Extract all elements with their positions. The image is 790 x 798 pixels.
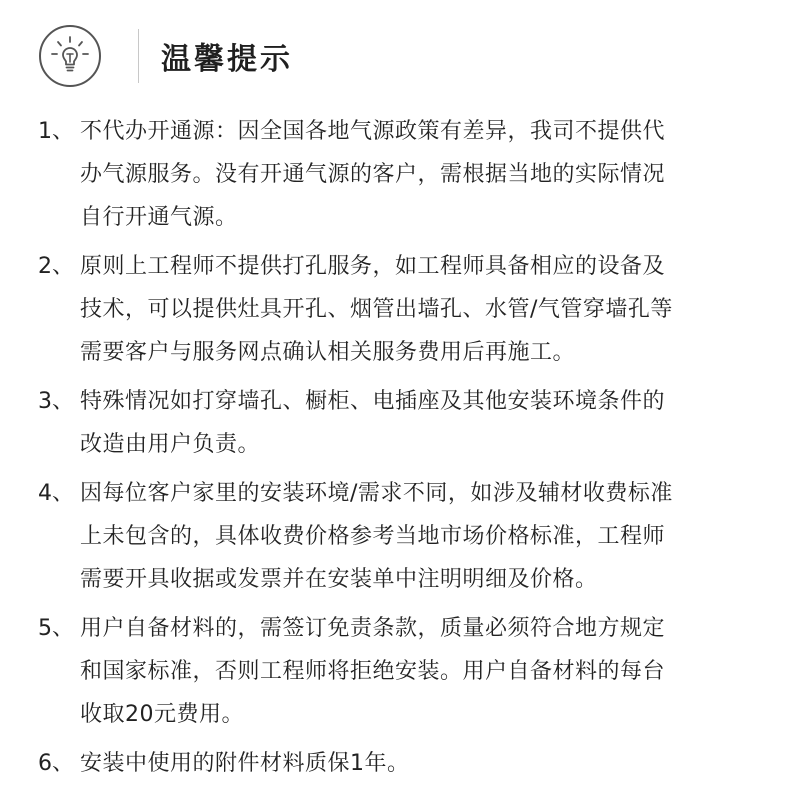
notes-list: [38, 110, 750, 791]
note-text: [80, 380, 750, 466]
note-line: 改造由用户负责。: [80, 432, 261, 457]
note-text: [80, 742, 750, 785]
note-line: 因每位客户家里的安装环境/需求不同，如涉及辅材收费标准: [80, 481, 673, 506]
note-text: [80, 110, 750, 239]
tips-header: [38, 26, 293, 86]
note-line: 收取20元费用。: [80, 702, 244, 727]
note-number: 6、: [38, 751, 74, 776]
note-line: 和国家标准，否则工程师将拒绝安装。用户自备材料的每台: [80, 659, 666, 684]
note-number: 1、: [38, 119, 74, 144]
note-line: 原则上工程师不提供打孔服务，如工程师具备相应的设备及: [80, 254, 666, 279]
note-line: 用户自备材料的，需签订免责条款，质量必须符合地方规定: [80, 616, 666, 641]
note-text: [80, 245, 750, 374]
note-line: 需要开具收据或发票并在安装单中注明明细及价格。: [80, 567, 598, 592]
note-number: 3、: [38, 389, 74, 414]
note-number: 2、: [38, 254, 74, 279]
note-line: 特殊情况如打穿墙孔、橱柜、电插座及其他安装环境条件的: [80, 389, 666, 414]
note-line: 办气源服务。没有开通气源的客户，需根据当地的实际情况: [80, 162, 666, 187]
note-line: 安装中使用的附件材料质保1年。: [80, 751, 410, 776]
note-line: 上未包含的，具体收费价格参考当地市场价格标准，工程师: [80, 524, 666, 549]
note-number: 5、: [38, 616, 74, 641]
note-text: [80, 472, 750, 601]
note-item: [38, 472, 750, 601]
note-line: 不代办开通源：因全国各地气源政策有差异，我司不提供代: [80, 119, 666, 144]
lightbulb-icon: [38, 24, 102, 88]
note-number: 4、: [38, 481, 74, 506]
page-title: 温馨提示: [161, 42, 293, 77]
note-item: [38, 607, 750, 736]
note-line: 自行开通气源。: [80, 205, 238, 230]
note-line: 需要客户与服务网点确认相关服务费用后再施工。: [80, 340, 576, 365]
note-item: [38, 380, 750, 466]
note-item: [38, 110, 750, 239]
note-line: 技术，可以提供灶具开孔、烟管出墙孔、水管/气管穿墙孔等: [80, 297, 673, 322]
header-divider: [138, 29, 139, 83]
note-item: [38, 742, 750, 785]
note-text: [80, 607, 750, 736]
note-item: [38, 245, 750, 374]
